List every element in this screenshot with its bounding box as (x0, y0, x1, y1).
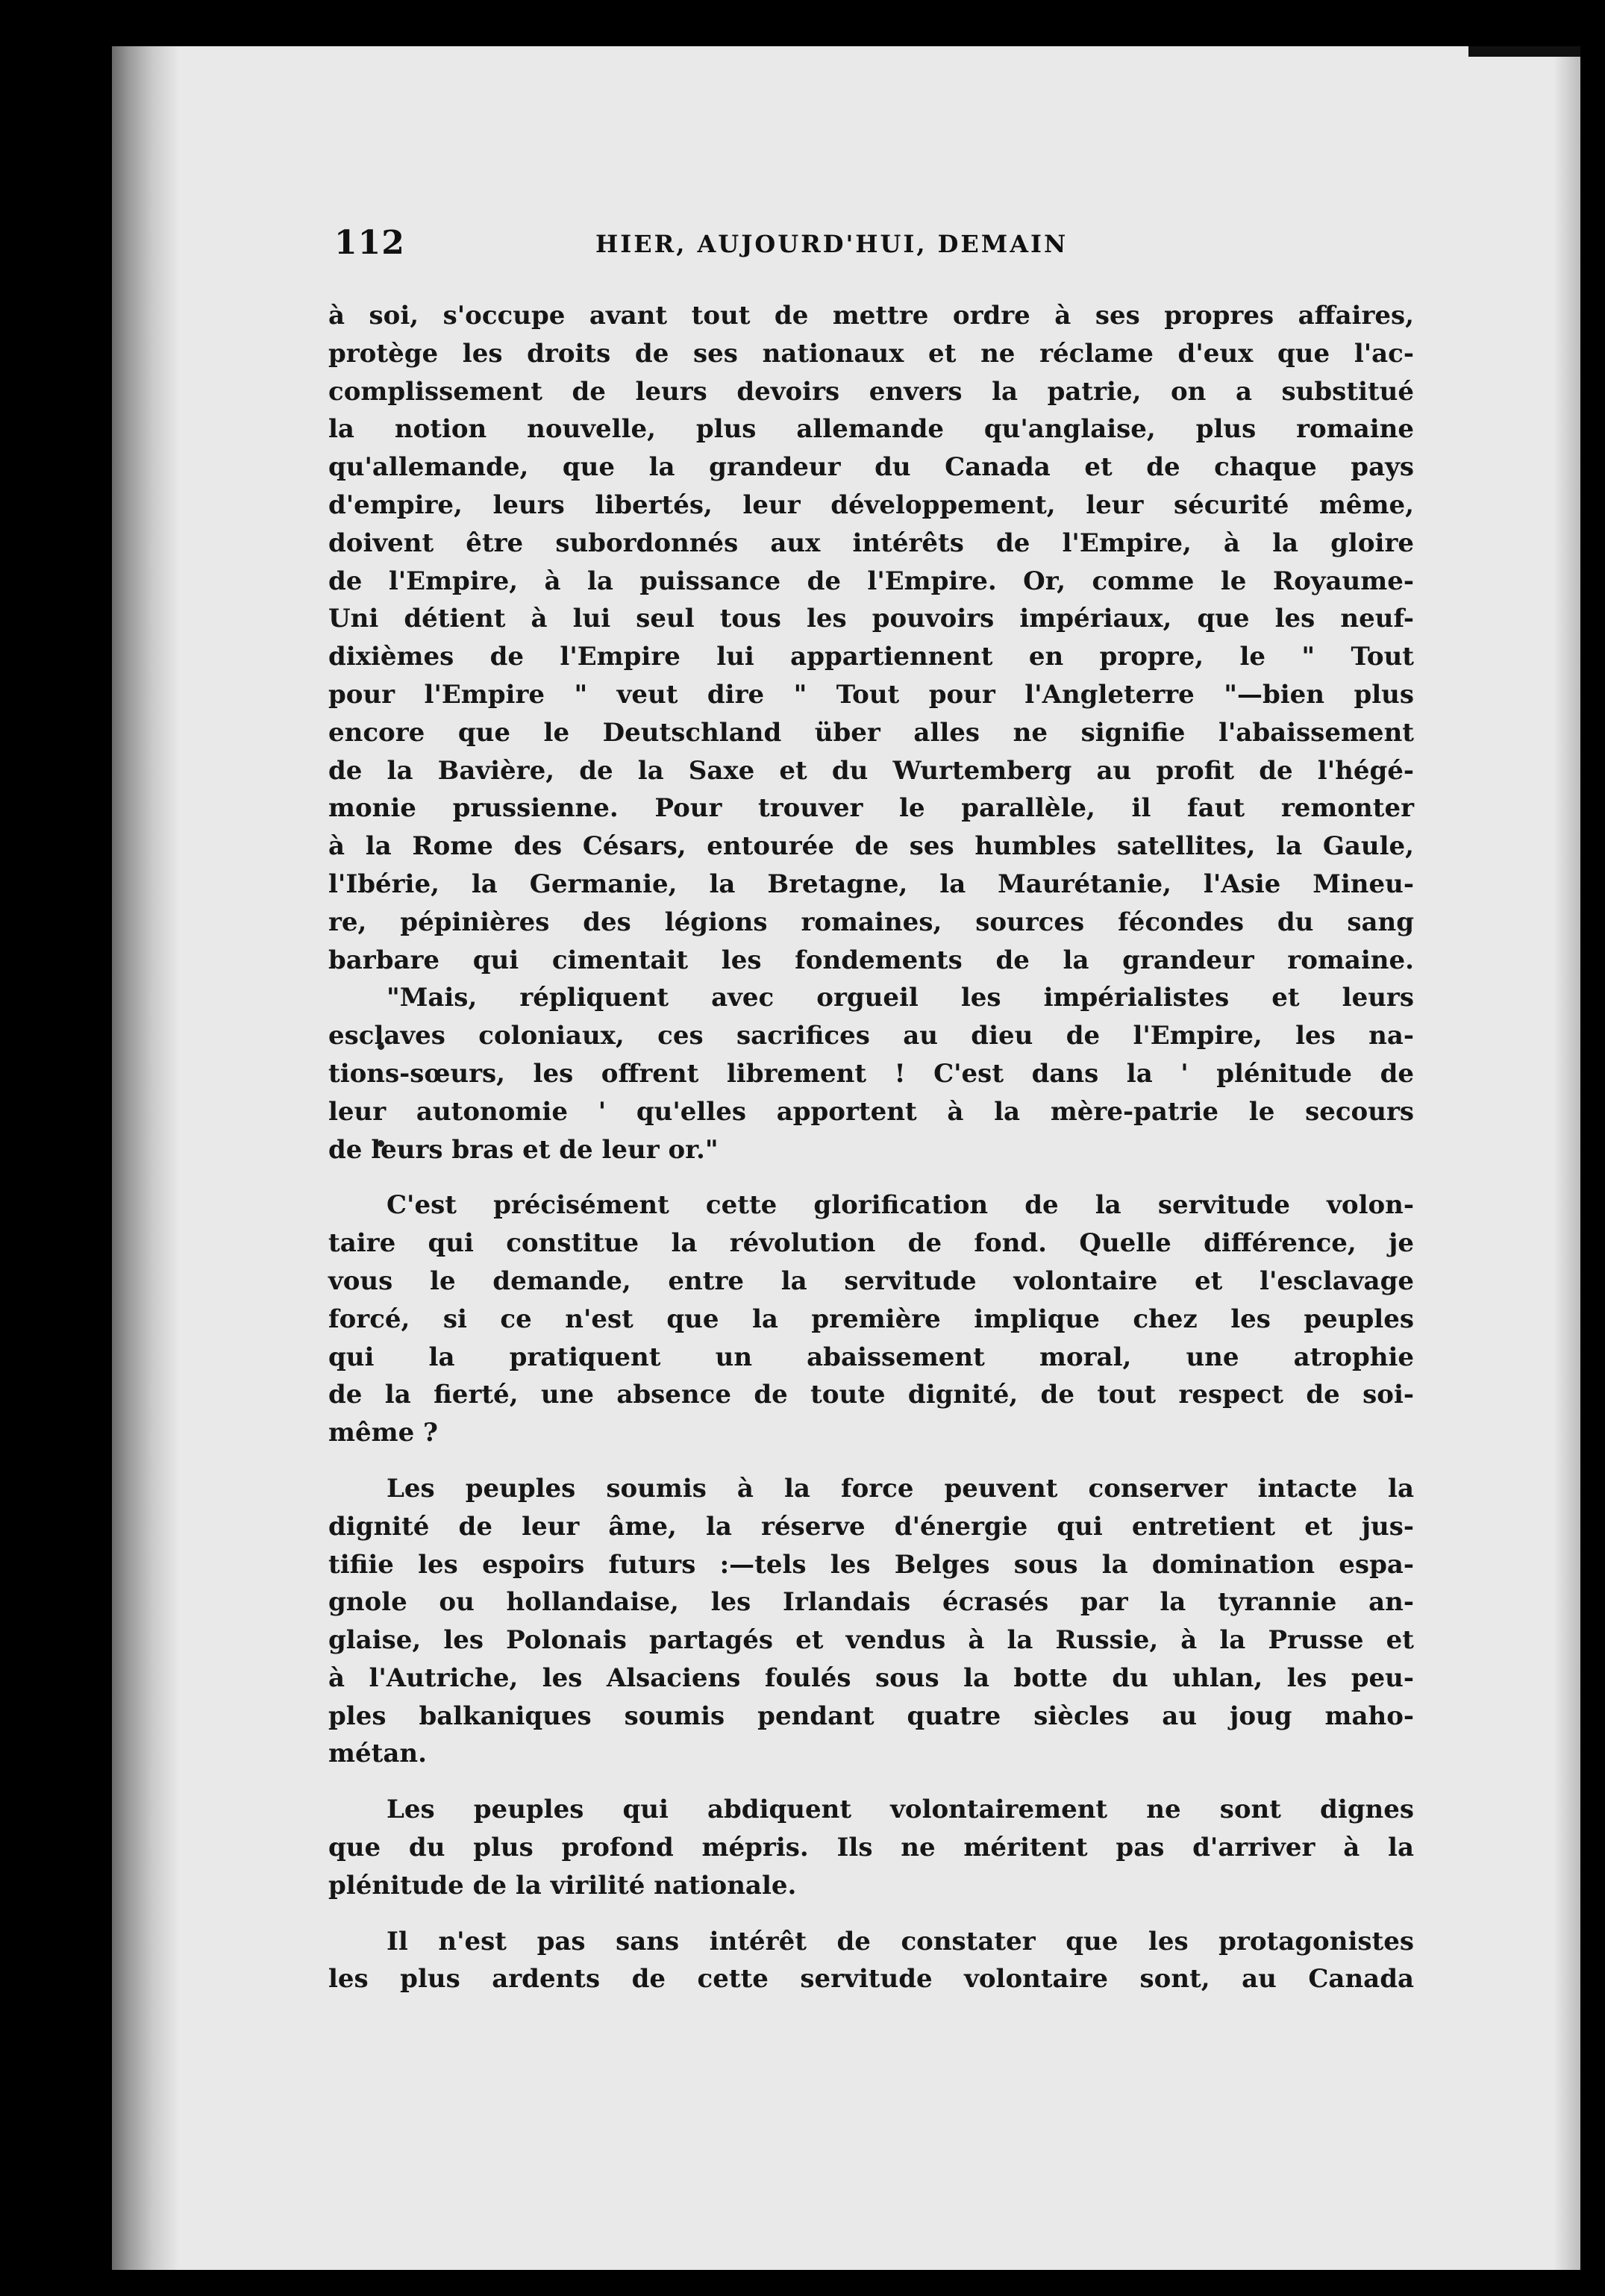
text-line: plénitude de la virilité nationale. (328, 1870, 797, 1901)
text-line: de leurs bras et de leur or." (328, 1134, 719, 1165)
text-line: "Mais, répliquent avec orgueil les impérialistes et leurs (387, 983, 1414, 1013)
text-line: pour l'Empire " veut dire " Tout pour l'Angleterre "—bien plus (328, 679, 1414, 710)
text-line: tions-sœurs, les offrent librement ! C'est dans la ' plénitude de (328, 1058, 1414, 1089)
text-line: même ? (328, 1418, 438, 1448)
text-line: Il n'est pas sans intérêt de constater que les protagonistes (387, 1926, 1414, 1956)
page-edge-shadow (1554, 46, 1580, 2270)
text-line: la notion nouvelle, plus allemande qu'anglaise, plus romaine (328, 414, 1414, 445)
text-line: barbare qui cimentait les fondements de la grandeur romaine. (328, 945, 1414, 975)
text-line: ples balkaniques soumis pendant quatre siècles au joug maho- (328, 1701, 1414, 1731)
text-line: métan. (328, 1739, 427, 1769)
text-line: Les peuples soumis à la force peuvent conserver intacte la (387, 1473, 1414, 1504)
scan-artifact (1468, 46, 1580, 57)
text-line: C'est précisément cette glorification de la servitude volon- (387, 1190, 1414, 1221)
page-number: 112 (334, 224, 405, 262)
text-line: esclaves coloniaux, ces sacrifices au dieu de l'Empire, les na- (328, 1021, 1414, 1051)
running-header (334, 224, 1418, 276)
text-line: gnole ou hollandaise, les Irlandais écrasés par la tyrannie an- (328, 1587, 1414, 1618)
page-body (328, 297, 1414, 1998)
text-line: tifiie les espoirs futurs :—tels les Belges sous la domination espa- (328, 1549, 1414, 1580)
text-line: dixièmes de l'Empire lui appartiennent en propre, le " Tout (328, 642, 1414, 672)
text-line: de l'Empire, à la puissance de l'Empire. Or, comme le Royaume- (328, 566, 1414, 596)
text-line: glaise, les Polonais partagés et vendus à la Russie, à la Prusse et (328, 1625, 1414, 1656)
text-line: qui la pratiquent un abaissement moral, une atrophie (328, 1342, 1414, 1372)
text-line: à l'Autriche, les Alsaciens foulés sous la botte du uhlan, les peu- (328, 1662, 1414, 1693)
text-line: encore que le Deutschland über alles ne signifie l'abaissement (328, 717, 1414, 748)
text-line: de la Bavière, de la Saxe et du Wurtemberg au profit de l'hégé- (328, 755, 1414, 786)
text-line: d'empire, leurs libertés, leur développement, leur sécurité même, (328, 489, 1414, 520)
text-line: forcé, si ce n'est que la première implique chez les peuples (328, 1304, 1414, 1334)
text-line: à la Rome des Césars, entourée de ses humbles satellites, la Gaule, (328, 831, 1414, 862)
text-line: taire qui constitue la révolution de fond. Quelle différence, je (328, 1228, 1414, 1259)
text-line: à soi, s'occupe avant tout de mettre ordre à ses propres affaires, (328, 301, 1414, 331)
text-line: l'Ibérie, la Germanie, la Bretagne, la Maurétanie, l'Asie Mineu- (328, 869, 1414, 899)
text-line: Les peuples qui abdiquent volontairement ne sont dignes (387, 1795, 1414, 1825)
text-line: qu'allemande, que la grandeur du Canada et de chaque pays (328, 452, 1414, 483)
text-line: dignité de leur âme, la réserve d'énergie qui entretient et jus- (328, 1511, 1414, 1542)
text-line: les plus ardents de cette servitude volontaire sont, au Canada (328, 1964, 1414, 1995)
text-line: protège les droits de ses nationaux et ne réclame d'eux que l'ac- (328, 338, 1414, 369)
text-line: de la fierté, une absence de toute dignité, de tout respect de soi- (328, 1380, 1414, 1410)
text-line: vous le demande, entre la servitude volontaire et l'esclavage (328, 1266, 1414, 1296)
book-binding-shadow (112, 46, 179, 2270)
text-line: monie prussienne. Pour trouver le parallèle, il faut remonter (328, 793, 1414, 824)
text-line: doivent être subordonnés aux intérêts de l'Empire, à la gloire (328, 528, 1414, 558)
running-title: HIER, AUJOURD'HUI, DEMAIN (595, 230, 1069, 258)
text-line: Uni détient à lui seul tous les pouvoirs impériaux, que les neuf- (328, 604, 1414, 634)
text-line: complissement de leurs devoirs envers la patrie, on a substitué (328, 376, 1414, 407)
text-line: re, pépinières des légions romaines, sources fécondes du sang (328, 907, 1414, 937)
text-line: leur autonomie ' qu'elles apportent à la mère-patrie le secours (328, 1096, 1414, 1127)
text-line: que du plus profond mépris. Ils ne méritent pas d'arriver à la (328, 1833, 1414, 1863)
